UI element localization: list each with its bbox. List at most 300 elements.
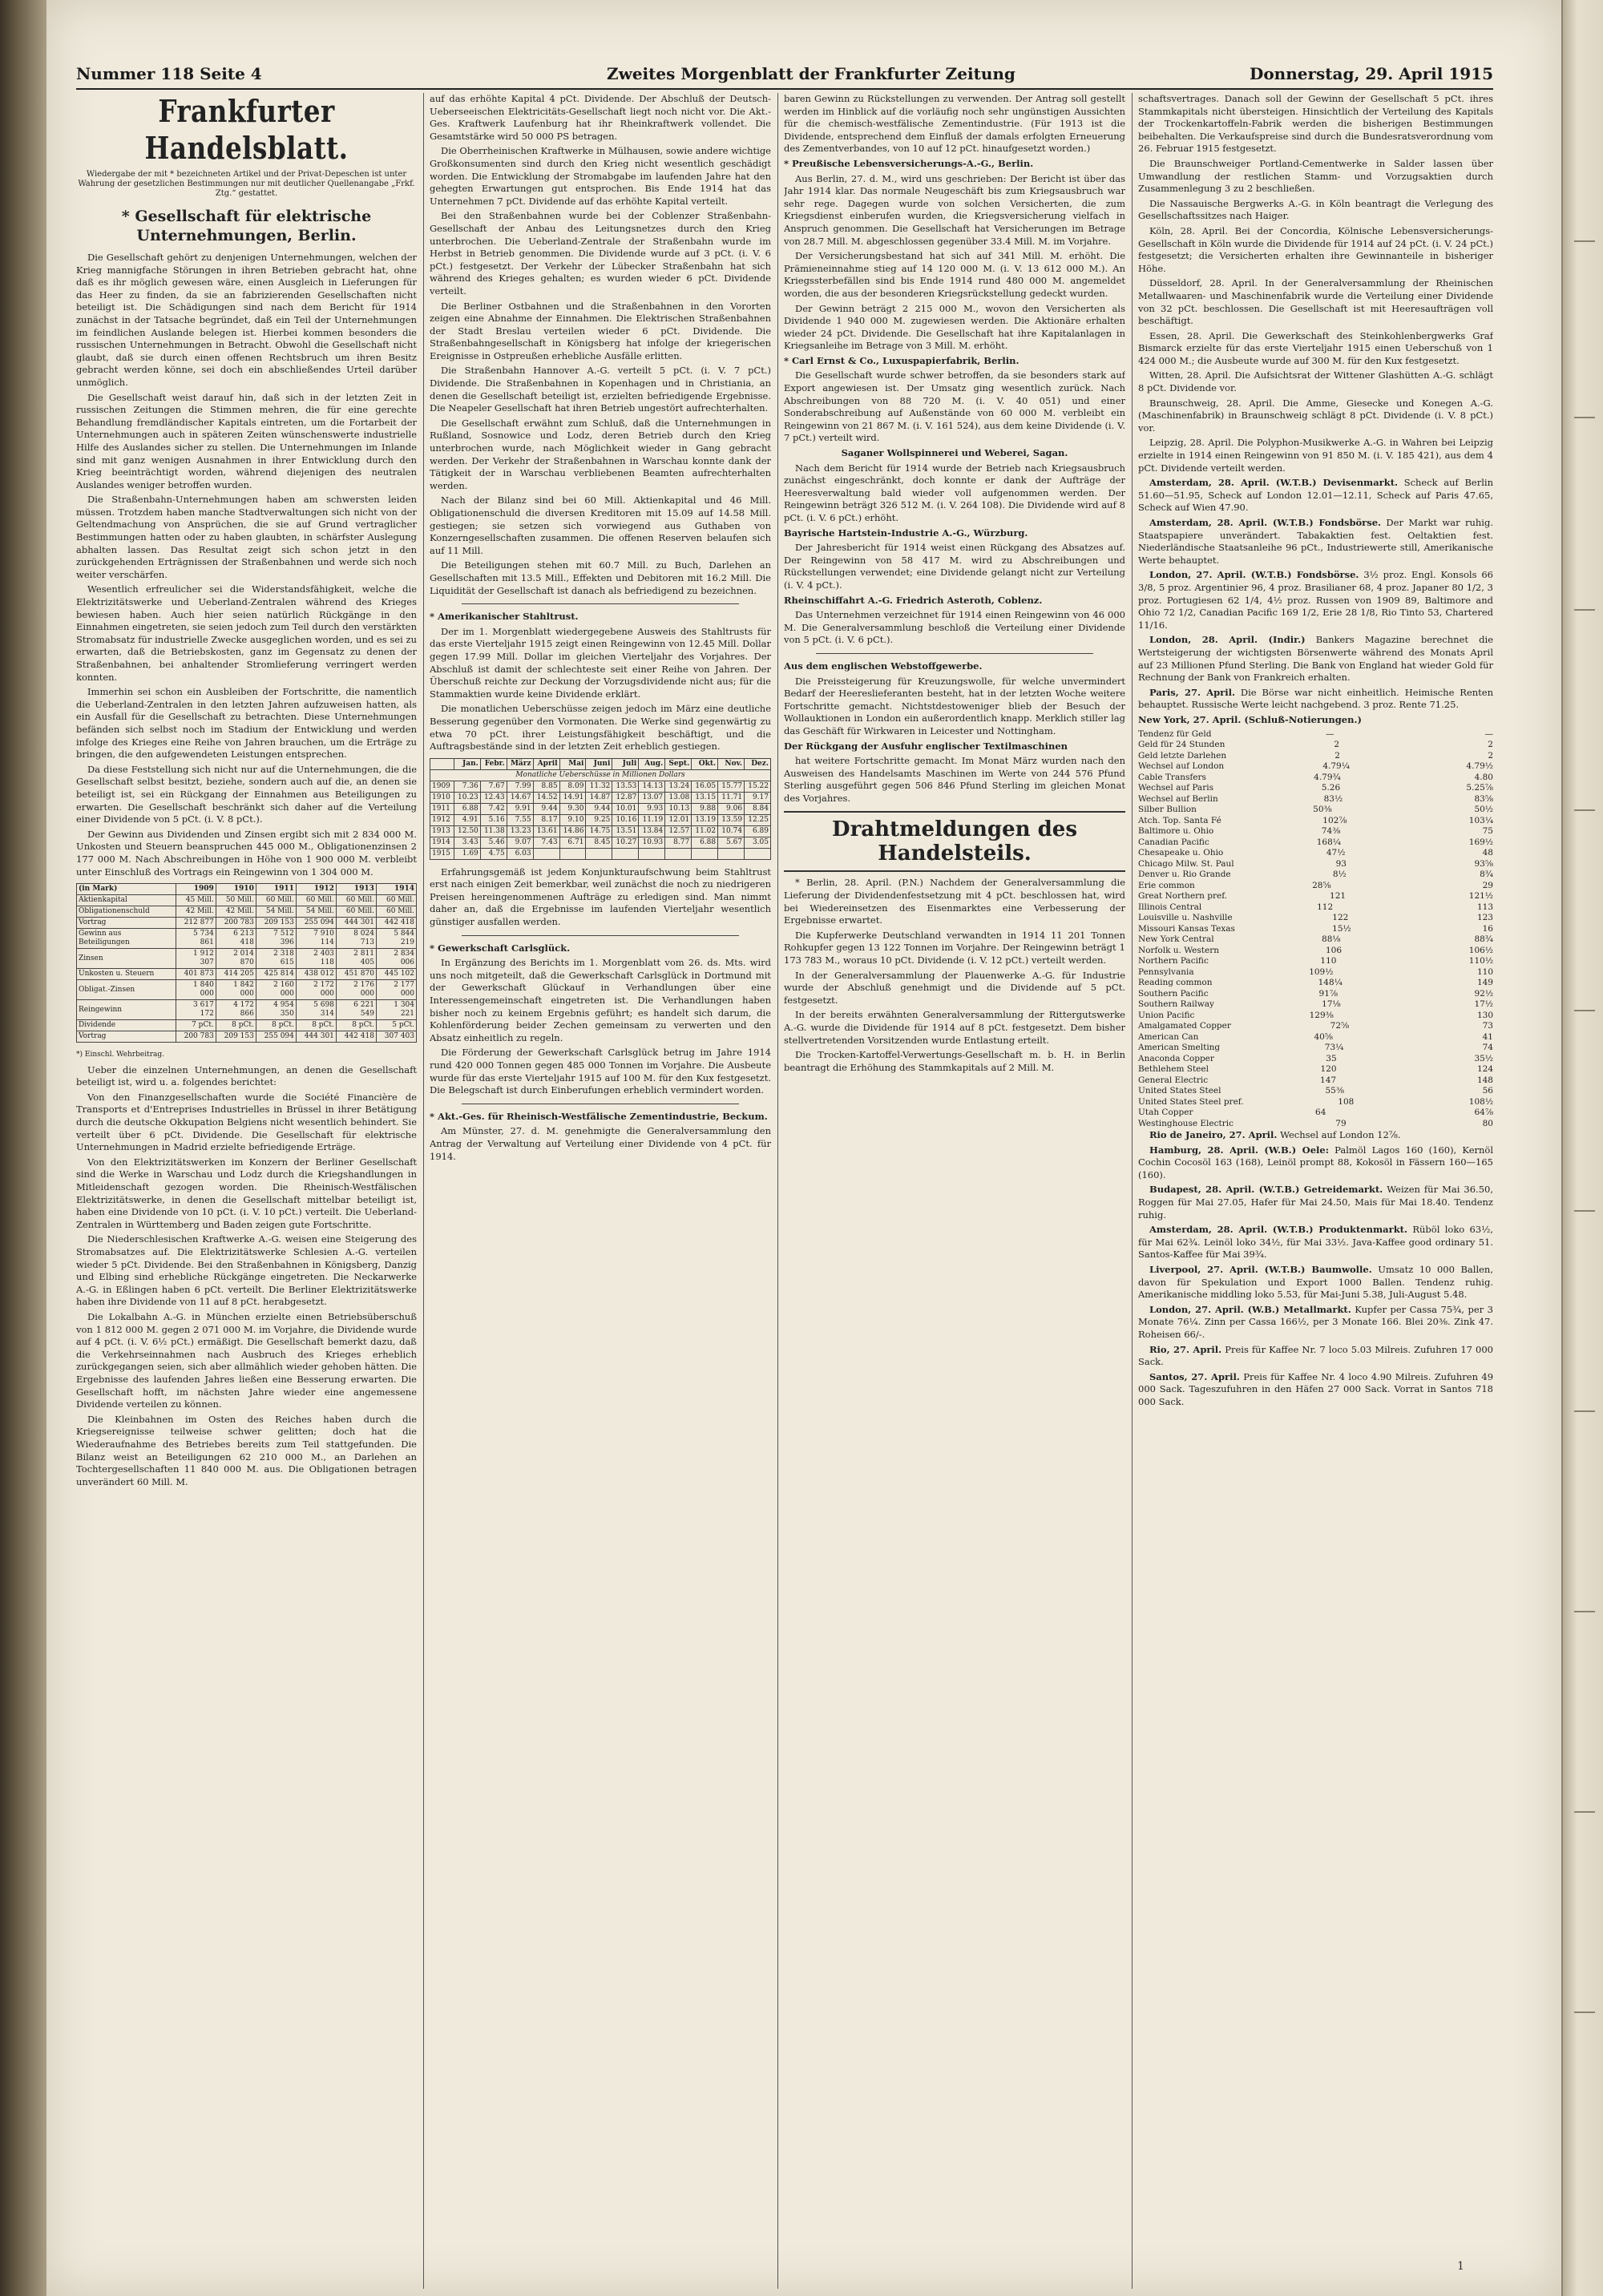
market-report-text: Bankers Magazine berechnet die Wertsteigerung der wichtigsten Börsenwerte während des Monats April auf 23 Millionen Pfund Sterling. Die Bank von England hat wieder Gold für Rechnung der Bank von Frankreich erhalten. bbox=[1138, 634, 1493, 684]
quote-value: 64 bbox=[1315, 1108, 1326, 1117]
market-report-head: Amsterdam, 28. April. (W.T.B.) Fondsbörse. bbox=[1149, 517, 1382, 528]
table-cell: 1914 bbox=[430, 837, 454, 848]
paragraph: Die monatlichen Ueberschüsse zeigen jedoch im März eine deutliche Besserung gegenüber den Vormonaten. Die Werke sind gegenwärtig zu etwa 70 pCt. ihrer Leistungsfähigkeit beschäftigt, und die Auftragsbestände sind in der letzten Zeit erheblich gestiegen. bbox=[430, 703, 771, 753]
quote-name: Wechsel auf Berlin bbox=[1138, 793, 1218, 804]
article-headline: Rheinschiffahrt A.-G. Friedrich Asteroth, Coblenz. bbox=[784, 594, 1043, 606]
quote-value: 50⅜ bbox=[1313, 805, 1332, 814]
article-headline: * Preußische Lebensversicherungs-A.-G., Berlin. bbox=[784, 157, 1034, 169]
table-cell: 255 094 bbox=[256, 1031, 296, 1043]
table-cell: 4 954 350 bbox=[256, 1000, 296, 1020]
table-cell: 5.46 bbox=[480, 837, 507, 848]
quote-value: 5.26 bbox=[1321, 783, 1341, 793]
quote-row bbox=[1138, 1011, 1493, 1022]
table-cell: 1.69 bbox=[454, 848, 480, 859]
quote-value: 91⅞ bbox=[1318, 988, 1339, 999]
paragraph: Leipzig, 28. April. Die Polyphon-Musikwerke A.-G. in Wahren bei Leipzig erzielte in 1914 einen Reingewinn von 91 850 M. (i. V. 185 421), aus dem 4 pCt. Dividende verteilt werden. bbox=[1138, 437, 1493, 474]
table-cell: 13.07 bbox=[639, 792, 665, 803]
table-cell: 5.16 bbox=[480, 814, 507, 825]
steel-trust-table bbox=[430, 758, 771, 860]
quote-value: 4.79¼ bbox=[1322, 761, 1350, 771]
paragraph: Witten, 28. April. Die Aufsichtsrat der Wittener Glashütten A.-G. schlägt 8 pCt. Dividende vor. bbox=[1138, 369, 1493, 394]
quote-value: 47½ bbox=[1326, 848, 1346, 857]
quote-name: Silber Bullion bbox=[1138, 805, 1197, 814]
table-row bbox=[430, 803, 771, 814]
table-cell: Vortrag bbox=[77, 918, 176, 929]
paragraph: Die Lokalbahn A.-G. in München erzielte einen Betriebsüberschuß von 1 812 000 M. gegen 2 071 000 M. im Vorjahre, die Dividende wurde auf 4 pCt. (i. V. 6½ pCt.) ermäßigt. Die Gesellschaft bemerkt dazu, daß die Verkehrseinnahmen nach Ausbruch des Krieges erheblich zurückgegangen seien, sich aber allmählich wieder gehoben hätten. Die Ergebnisse des laufenden Jahres ließen eine Besserung erwarten. Die Gesellschaft hofft, im nächsten Jahre wieder eine angemessene Dividende verteilen zu können. bbox=[76, 1310, 417, 1410]
table-row bbox=[77, 949, 417, 969]
table-cell: 13.24 bbox=[665, 781, 692, 792]
quote-name: Wechsel auf London bbox=[1138, 761, 1225, 771]
table-cell bbox=[559, 848, 586, 859]
quote-value: 121 bbox=[1330, 891, 1347, 901]
quote-name: Anaconda Copper bbox=[1138, 1053, 1214, 1063]
quote-value: 93 bbox=[1335, 858, 1347, 869]
table-row bbox=[77, 1020, 417, 1031]
paragraph: hat weitere Fortschritte gemacht. Im Monat März wurden nach den Ausweisen des Handelsamts Maschinen im Werte von 244 576 Pfund Sterling ausgeführt gegen 506 846 Pfund Sterling im gleichen Monat des Vorjahres. bbox=[784, 755, 1125, 804]
table-cell: 2 403 118 bbox=[296, 949, 336, 969]
table-cell: 60 Mill. bbox=[296, 895, 336, 906]
quote-name: Northern Pacific bbox=[1138, 956, 1209, 966]
quote-value: 149 bbox=[1476, 978, 1493, 987]
table-cell: 10.27 bbox=[612, 837, 639, 848]
quote-name: Wechsel auf Paris bbox=[1138, 783, 1213, 793]
quote-name: Great Northern pref. bbox=[1138, 891, 1228, 901]
table-cell: 15.22 bbox=[745, 781, 771, 792]
table-cell: 5 734 861 bbox=[176, 929, 216, 949]
column-1 bbox=[76, 93, 417, 2289]
quote-name: Norfolk u. Western bbox=[1138, 945, 1219, 955]
quote-name: Reading common bbox=[1138, 978, 1213, 987]
quote-name: Southern Railway bbox=[1138, 999, 1214, 1009]
table-cell: 442 418 bbox=[376, 918, 416, 929]
market-report-text: Preis für Kaffee Nr. 7 loco 5.03 Milreis. Zufuhren 17 000 Sack. bbox=[1138, 1343, 1493, 1368]
table-cell: 60 Mill. bbox=[256, 895, 296, 906]
table-cell: 445 102 bbox=[376, 969, 416, 980]
quote-row bbox=[1138, 1054, 1493, 1065]
quote-row bbox=[1138, 1119, 1493, 1130]
quote-value: 113 bbox=[1476, 902, 1493, 912]
quote-row bbox=[1138, 740, 1493, 751]
quote-value: 4.80 bbox=[1474, 772, 1493, 782]
table-cell: 7 910 114 bbox=[296, 929, 336, 949]
table-cell: 7.67 bbox=[480, 781, 507, 792]
article-headline: * Carl Ernst & Co., Luxuspapierfabrik, Berlin. bbox=[784, 354, 1020, 366]
market-report bbox=[1138, 1144, 1493, 1182]
paragraph: Die Niederschlesischen Kraftwerke A.-G. weisen eine Steigerung des Stromabsatzes auf. Die Elektrizitätswerke Schlesien A.-G. verteilen wieder 5 pCt. Dividende. Bei den Straßenbahnen in Königsberg, Danzig und Elbing sind erhebliche Rückgänge eingetreten. Die Neckarwerke A.-G. in Eßlingen haben 6 pCt. verteilt. Die Berliner Elektrizitätswerke haben ihre Dividende von 11 auf 8 pCt. herabgesetzt. bbox=[76, 1233, 417, 1308]
table-cell: 1915 bbox=[430, 848, 454, 859]
paragraph: Ueber die einzelnen Unternehmungen, an denen die Gesellschaft beteiligt ist, wird u. a. folgendes berichtet: bbox=[76, 1063, 417, 1088]
table-header-cell: 1910 bbox=[216, 884, 256, 895]
market-report-head: Amsterdam, 28. April. (W.T.B.) Devisenmarkt. bbox=[1149, 477, 1399, 489]
table-cell: Zinsen bbox=[77, 949, 176, 969]
table-row bbox=[430, 792, 771, 803]
paragraph: Die Straßenbahn Hannover A.-G. verteilt 5 pCt. (i. V. 7 pCt.) Dividende. Die Straßenbahnen in Kopenhagen und in Christiania, an denen die Gesellschaft beteiligt ist, erzielten befriedigende Ergebnisse. Die Neapeler Gesellschaft hat ihren Betrieb ungestört aufrechterhalten. bbox=[430, 365, 771, 414]
market-report bbox=[1138, 1304, 1493, 1342]
table-cell: 8.09 bbox=[559, 781, 586, 792]
quote-value: 2 bbox=[1334, 750, 1340, 761]
market-report-head: London, 27. April. (W.B.) Metallmarkt. bbox=[1149, 1303, 1351, 1315]
quote-value: 17½ bbox=[1474, 999, 1493, 1009]
quote-row bbox=[1138, 859, 1493, 870]
table-cell: 9.17 bbox=[745, 792, 771, 803]
table-cell: 5.67 bbox=[718, 837, 745, 848]
market-report bbox=[1138, 1264, 1493, 1301]
paragraph: Da diese Feststellung sich nicht nur auf die Unternehmungen, die die Gesellschaft selbst besitzt, beziehe, sondern auch auf die, an denen sie beteiligt ist, sei ein Rückgang der Einnahmen aus Beteiligungen zu erwarten. Die Gesellschaft beschränkt sich daher auf die Verteilung einer Dividende von 5 pCt. (i. V. 8 pCt.). bbox=[76, 763, 417, 825]
table-header-cell bbox=[430, 758, 454, 769]
quote-value: 88¾ bbox=[1474, 934, 1493, 944]
quote-value: 2 bbox=[1334, 740, 1340, 749]
table-cell: 9.44 bbox=[533, 803, 559, 814]
quote-row bbox=[1138, 805, 1493, 816]
table-cell: 14.13 bbox=[639, 781, 665, 792]
table-cell: 4 172 866 bbox=[216, 1000, 256, 1020]
new-york-quote-list bbox=[1138, 729, 1493, 1130]
article-separator bbox=[816, 653, 1093, 654]
article-headline: Der Rückgang der Ausfuhr englischer Textilmaschinen bbox=[784, 740, 1068, 752]
table-cell: 1910 bbox=[430, 792, 454, 803]
quote-name: Denver u. Rio Grande bbox=[1138, 870, 1231, 879]
quote-name: United States Steel pref. bbox=[1138, 1096, 1244, 1107]
table-cell: 2 177 000 bbox=[376, 980, 416, 1000]
issue-number: Nummer 118 Seite 4 bbox=[76, 64, 262, 83]
market-report-head: Paris, 27. April. bbox=[1149, 686, 1235, 698]
table-row bbox=[77, 1000, 417, 1020]
quote-value: 41 bbox=[1482, 1031, 1493, 1042]
table-cell: 2 014 870 bbox=[216, 949, 256, 969]
market-report-head: Budapest, 28. April. (W.T.B.) Getreidemarkt. bbox=[1149, 1184, 1383, 1196]
table-caption: Monatliche Ueberschüsse in Millionen Dollars bbox=[430, 769, 771, 781]
table-cell bbox=[665, 848, 692, 859]
table-cell: 6.89 bbox=[745, 825, 771, 837]
table-cell: 3.43 bbox=[454, 837, 480, 848]
table-cell: 9.10 bbox=[559, 814, 586, 825]
table-cell: 5 844 219 bbox=[376, 929, 416, 949]
quote-row bbox=[1138, 826, 1493, 837]
table-header-cell: 1909 bbox=[176, 884, 216, 895]
table-cell: 60 Mill. bbox=[336, 895, 376, 906]
quote-name: American Smelting bbox=[1138, 1043, 1221, 1052]
quote-row bbox=[1138, 848, 1493, 859]
market-report-text: Der Markt war ruhig. Staatspapiere unverändert. Tabakaktien fest. Oeltaktien fest. Niederländische Staatsanleihe 96 pCt., Industriewerte still, Amerikanische Werte behauptet. bbox=[1138, 517, 1493, 566]
table-cell: 11.19 bbox=[639, 814, 665, 825]
table-cell bbox=[586, 848, 612, 859]
paragraph: Die Braunschweiger Portland-Cementwerke in Salder lassen über Umwandlung der restlichen Stamm- und Vorzugsaktien durch Zusammenlegung 3 zu 2 beschließen. bbox=[1138, 157, 1493, 195]
market-report bbox=[1138, 1344, 1493, 1369]
table-cell: 6.88 bbox=[454, 803, 480, 814]
market-report bbox=[1138, 517, 1493, 567]
table-cell: 451 870 bbox=[336, 969, 376, 980]
quote-value: 35 bbox=[1326, 1053, 1337, 1063]
table-cell: 2 160 000 bbox=[256, 980, 296, 1000]
table-cell: 414 205 bbox=[216, 969, 256, 980]
table-cell: 255 094 bbox=[296, 918, 336, 929]
quote-value: 129⅜ bbox=[1309, 1010, 1334, 1020]
quote-value: 123 bbox=[1476, 913, 1493, 922]
table-cell: 4.75 bbox=[480, 848, 507, 859]
table-cell: 9.93 bbox=[639, 803, 665, 814]
table-cell: 1912 bbox=[430, 814, 454, 825]
paragraph: Von den Finanzgesellschaften wurde die Société Financière de Transports et d'Entreprises Industrielles in Brüssel in ihrer Betätigung durch die deutsche Okkupation Belgiens nicht wesentlich behindert. Sie verteilt über 6 pCt. Dividende. Die Gesellschaft für elektrische Unternehmungen in Madrid erzielte befriedigende Erträge. bbox=[76, 1091, 417, 1153]
market-report bbox=[1138, 477, 1493, 514]
article-separator bbox=[462, 935, 739, 936]
quote-value: 92½ bbox=[1474, 988, 1493, 999]
paragraph: Die Nassauische Bergwerks A.-G. in Köln beantragt die Verlegung des Gesellschaftssitzes nach Haiger. bbox=[1138, 197, 1493, 222]
table-cell: 7.36 bbox=[454, 781, 480, 792]
table-cell: Gewinn aus Beteiligungen bbox=[77, 929, 176, 949]
quote-row bbox=[1138, 989, 1493, 1000]
table-cell: 425 814 bbox=[256, 969, 296, 980]
quote-name: Chicago Milw. St. Paul bbox=[1138, 858, 1234, 869]
table-row bbox=[430, 781, 771, 792]
table-cell: 3.05 bbox=[745, 837, 771, 848]
quote-name: Tendenz für Geld bbox=[1138, 728, 1212, 739]
quote-value: 50½ bbox=[1474, 805, 1493, 814]
paragraph: In Ergänzung des Berichts im 1. Morgenblatt vom 26. ds. Mts. wird uns noch mitgeteilt, daß die Gewerkschaft Carlsglück in Dortmund mit der Gewerkschaft Glückauf in Verhandlungen über eine Interessengemeinschaft eingetreten ist. Die Verhandlungen haben bisher noch zu keinem Ergebnis geführt; es handelt sich darum, die Kohlenförderung beider Zechen gemeinsam zu verwerten und den Absatz einheitlich zu regeln. bbox=[430, 957, 771, 1043]
quote-value: 147 bbox=[1320, 1075, 1337, 1085]
table-cell: Reingewinn bbox=[77, 1000, 176, 1020]
paragraph: auf das erhöhte Kapital 4 pCt. Dividende. Der Abschluß der Deutsch-Ueberseeischen Elektricitäts-Gesellschaft liegt noch nicht vor. Die Akt.-Ges. Kraftwerk Laufenburg hat ihr Rheinkraftwerk vollendet. Die Gesamtstärke wird 50 000 PS betragen. bbox=[430, 93, 771, 142]
quote-value: 110 bbox=[1320, 956, 1337, 966]
table-cell: 12.57 bbox=[665, 825, 692, 837]
paragraph: Am Münster, 27. d. M. genehmigte die Generalversammlung den Antrag der Verwaltung auf Verteilung einer Dividende von 4 pCt. für 1914. bbox=[430, 1125, 771, 1162]
market-report-head: Santos, 27. April. bbox=[1149, 1370, 1240, 1382]
table-row bbox=[430, 837, 771, 848]
issue-date: Donnerstag, 29. April 1915 bbox=[1249, 64, 1493, 83]
table-header-cell: Nov. bbox=[718, 758, 745, 769]
quote-value: 109½ bbox=[1309, 966, 1334, 977]
quote-value: 106 bbox=[1325, 945, 1343, 955]
article-headline: * Amerikanischer Stahltrust. bbox=[430, 611, 579, 623]
quote-name: Missouri Kansas Texas bbox=[1138, 923, 1235, 934]
paragraph: Essen, 28. April. Die Gewerkschaft des Steinkohlenbergwerks Graf Bismarck erzielte für das erste Vierteljahr 1915 einen Ueberschuß von 1 424 000 M.; die Ausbeute wurde auf 300 M. für den Kux festgesetzt. bbox=[1138, 329, 1493, 366]
paper-title: Zweites Morgenblatt der Frankfurter Zeitung bbox=[607, 64, 1016, 83]
table-cell: 13.61 bbox=[533, 825, 559, 837]
market-report bbox=[1138, 687, 1493, 712]
quote-value: 102⅞ bbox=[1322, 815, 1347, 825]
market-report-text: Weizen für Mai 36.50, Roggen für Mai 27.05, Hafer für Mai 24.50, Mais für Mai 18.40. Tendenz ruhig. bbox=[1138, 1184, 1493, 1221]
quote-value: 8¾ bbox=[1480, 870, 1493, 879]
table-cell: 60 Mill. bbox=[336, 906, 376, 918]
table-cell: 10.01 bbox=[612, 803, 639, 814]
paragraph: Köln, 28. April. Bei der Concordia, Kölnische Lebensversicherungs-Gesellschaft in Köln wurde die Dividende für 1914 auf 24 pCt. (i. V. 24 pCt.) festgesetzt; die Versicherten erhalten ihre Gewinnanteile in bisheriger Höhe. bbox=[1138, 224, 1493, 274]
table-cell: 442 418 bbox=[336, 1031, 376, 1043]
quote-name: Geld für 24 Stunden bbox=[1138, 740, 1225, 749]
market-report-text: Die Börse war nicht einheitlich. Heimische Renten behauptet. Russische Werte leicht nachgebend. 3 proz. Rente 71.25. bbox=[1138, 686, 1493, 711]
market-report-text: Umsatz 10 000 Ballen, davon für Spekulation und Export 1000 Ballen. Tendenz ruhig. Amerikanische middling loko 5.53, für Mai-Juni 5.38, Juli-August 5.48. bbox=[1138, 1263, 1493, 1301]
table-cell: 15.77 bbox=[718, 781, 745, 792]
table-cell: 1909 bbox=[430, 781, 454, 792]
table-header-cell: 1913 bbox=[336, 884, 376, 895]
paragraph: Aus Berlin, 27. d. M., wird uns geschrieben: Der Bericht ist über das Jahr 1914 klar. Das normale Neugeschäft bis zum Kriegsausbruch war sehr rege. Dagegen wurde von solchen Versicherten, die zum Kriegsdienst einberufen wurden, die Kriegsversicherung vielfach in Anspruch genommen. Die Gesellschaft hat Versicherungen im Betrage von 28.7 Mill. M. abgeschlossen gegenüber 33.4 Mill. M. im Vorjahre. bbox=[784, 172, 1125, 247]
table-cell: 60 Mill. bbox=[376, 906, 416, 918]
quote-value: 103¼ bbox=[1468, 815, 1493, 825]
article-headline: Bayrische Hartstein-Industrie A.-G., Würzburg. bbox=[784, 527, 1028, 539]
table-cell: 8 pCt. bbox=[296, 1020, 336, 1031]
table-cell: 11.71 bbox=[718, 792, 745, 803]
table-cell bbox=[612, 848, 639, 859]
table-cell: 9.44 bbox=[586, 803, 612, 814]
quote-value: 83½ bbox=[1323, 793, 1343, 804]
quote-name: Union Pacific bbox=[1138, 1010, 1195, 1020]
table-row bbox=[430, 848, 771, 859]
quote-row bbox=[1138, 761, 1493, 773]
quote-name: Geld letzte Darlehen bbox=[1138, 750, 1227, 761]
quote-name: Bethlehem Steel bbox=[1138, 1064, 1209, 1074]
table-cell: 13.53 bbox=[612, 781, 639, 792]
financial-table bbox=[76, 883, 417, 1043]
table-cell: 6.71 bbox=[559, 837, 586, 848]
quote-value: 56 bbox=[1482, 1086, 1493, 1096]
table-header-cell: 1912 bbox=[296, 884, 336, 895]
table-header-cell: Sept. bbox=[665, 758, 692, 769]
quote-name: Southern Pacific bbox=[1138, 988, 1209, 999]
paragraph: Die Berliner Ostbahnen und die Straßenbahnen in den Vororten zeigen eine Abnahme der Einnahmen. Die Elektrischen Straßenbahnen der Stadt Breslau verteilen wieder 6 pCt. Dividende. Die Straßenbahngesellschaft in Königsberg hat infolge der kriegerischen Ereignisse in Ostpreußen erhebliche Ausfälle erlitten. bbox=[430, 300, 771, 361]
quote-value: 88⅛ bbox=[1322, 934, 1341, 944]
market-report-text: Kupfer per Cassa 75¾, per 3 Monate 76¼. Zinn per Cassa 166½, per 3 Monate 166. Blei 20⅜. Zink 47. Roheisen 66/-. bbox=[1138, 1303, 1493, 1340]
quote-value: 29 bbox=[1482, 880, 1493, 890]
paragraph: Die Straßenbahn-Unternehmungen haben am schwersten leiden müssen. Trotzdem haben manche Stadtverwaltungen sich nicht von der Geltendmachung von Ansprüchen, die sie auf Grund vertraglicher Bestimmungen hatten oder zu haben glaubten, in schärfster Auslegung abhalten lassen. Das Resultat zeigt sich schon jetzt in den zurückgehenden Erträgnissen der Straßenbahnen und werde sich noch weiter verschärfen. bbox=[76, 494, 417, 580]
quote-value: 108½ bbox=[1468, 1096, 1493, 1107]
table-cell: 9.88 bbox=[692, 803, 718, 814]
quote-value: 74 bbox=[1482, 1043, 1493, 1052]
table-cell: 12.25 bbox=[745, 814, 771, 825]
table-cell bbox=[745, 848, 771, 859]
market-report-head: Amsterdam, 28. April. (W.T.B.) Produktenmarkt. bbox=[1149, 1224, 1407, 1236]
table-cell: 14.52 bbox=[533, 792, 559, 803]
paragraph: schaftsvertrages. Danach soll der Gewinn der Gesellschaft 5 pCt. ihres Stammkapitals nicht übersteigen. Hinsichtlich der Verteilung des Kapitals der Trockenkartoffeln-Fabrik werden die bisherigen Bestimmungen beibehalten. Die Verkaufspreise sind durch die Bundesratsverordnung vom 26. Februar 1915 festgesetzt. bbox=[1138, 93, 1493, 155]
table-header-cell: Febr. bbox=[480, 758, 507, 769]
table-row bbox=[77, 895, 417, 906]
paragraph: Die Förderung der Gewerkschaft Carlsglück betrug im Jahre 1914 rund 420 000 Tonnen gegen 485 000 Tonnen im Vorjahre. Die Ausbeute wurde für das erste Vierteljahr 1915 auf 100 M. für den Kux festgesetzt. Die Belegschaft ist durch Einberufungen erheblich vermindert worden. bbox=[430, 1047, 771, 1096]
text-columns bbox=[76, 93, 1493, 2289]
table-header-cell: April bbox=[533, 758, 559, 769]
table-cell: 3 617 172 bbox=[176, 1000, 216, 1020]
quote-row bbox=[1138, 1032, 1493, 1043]
table-cell: 8.85 bbox=[533, 781, 559, 792]
table-row bbox=[430, 814, 771, 825]
table-cell: 7 pCt. bbox=[176, 1020, 216, 1031]
quote-row bbox=[1138, 956, 1493, 967]
page-number: 1 bbox=[1457, 2260, 1464, 2273]
quote-value: 112 bbox=[1317, 902, 1334, 912]
table-cell: 16.05 bbox=[692, 781, 718, 792]
column-rule bbox=[777, 93, 778, 2289]
article-headline: Saganer Wollspinnerei und Weberei, Sagan. bbox=[841, 447, 1068, 459]
paragraph: Die Gesellschaft gehört zu denjenigen Unternehmungen, welchen der Krieg mannigfache Störungen in ihren Betrieben gebracht hat, ohne daß es ihr möglich gewesen wäre, einen Ausgleich in Lieferungen für das Heer zu finden, da sie an fabrizierenden Gesellschaften nicht beteiligt ist. Die Schädigungen sind nach dem Bericht für 1914 zunächst in der Tatsache begründet, daß ein Teil der Unternehmungen im feindlichen Auslande belegen ist. Hierbei kommen besonders die russischen Unternehmungen in Betracht. Obwohl die Gesellschaft nicht glaubt, daß sie durch einen offenen Rechtsbruch um ihren Besitz gebracht werden könne, sei doch ein abschließendes Urteil darüber unmöglich. bbox=[76, 252, 417, 388]
quote-value: 35½ bbox=[1474, 1053, 1493, 1063]
table-cell: Obligat.-Zinsen bbox=[77, 980, 176, 1000]
market-report bbox=[1138, 1184, 1493, 1221]
quote-row bbox=[1138, 1021, 1493, 1032]
table-cell: 11.02 bbox=[692, 825, 718, 837]
table-cell: 2 834 006 bbox=[376, 949, 416, 969]
table-cell: 209 153 bbox=[216, 1031, 256, 1043]
paragraph: Erfahrungsgemäß ist jedem Konjunkturaufschwung beim Stahltrust erst nach einigen Zeit bemerkbar, weil zunächst die noch zu niedrigeren Preisen hereingenommenen Aufträge zu erledigen sind. Man nimmt daher an, daß die Ergebnisse im laufenden Vierteljahr wesentlich günstiger ausfallen werden. bbox=[430, 866, 771, 928]
table-cell: 444 301 bbox=[336, 918, 376, 929]
wire-report: Die Kupferwerke Deutschland verwandten in 1914 11 201 Tonnen Rohkupfer gegen 13 122 Tonnen im Vorjahre. Der Reingewinn beträgt 1 173 783 M., woraus 10 pCt. Dividende (i. V. 12 pCt.) verteilt werden. bbox=[784, 929, 1125, 966]
table-cell: 42 Mill. bbox=[216, 906, 256, 918]
quote-name: Chesapeake u. Ohio bbox=[1138, 848, 1224, 857]
quote-name: General Electric bbox=[1138, 1075, 1209, 1085]
column-4 bbox=[1138, 93, 1493, 2289]
column-3 bbox=[784, 93, 1125, 2289]
table-cell: 13.51 bbox=[612, 825, 639, 837]
quote-value: 40⅝ bbox=[1314, 1031, 1333, 1042]
quote-row bbox=[1138, 881, 1493, 892]
quote-name: Cable Transfers bbox=[1138, 772, 1206, 782]
article-separator bbox=[462, 603, 739, 604]
quote-value: 4.79¾ bbox=[1314, 772, 1341, 782]
paragraph: Bei den Straßenbahnen wurde bei der Coblenzer Straßenbahn-Gesellschaft der Anbau des Leitungsnetzes durch den Krieg unterbrochen. Die Ueberland-Zentrale der Straßenbahn wurde im Herbst in Betrieb genommen. Die Dividende wurde auf 3 pCt. (i. V. 6 pCt.) festgesetzt. Der Verkehr der Lübecker Straßenbahn hat sich während des Krieges gehalten; es wurden wieder 6 pCt. Dividende verteilt. bbox=[430, 210, 771, 297]
table-header-cell: Mai bbox=[559, 758, 586, 769]
quote-value: 93⅝ bbox=[1474, 858, 1493, 869]
table-cell: 7.43 bbox=[533, 837, 559, 848]
table-cell: 14.67 bbox=[507, 792, 533, 803]
table-cell: 438 012 bbox=[296, 969, 336, 980]
quote-row bbox=[1138, 1086, 1493, 1097]
quote-row bbox=[1138, 913, 1493, 924]
table-cell: 42 Mill. bbox=[176, 906, 216, 918]
table-cell: 14.86 bbox=[559, 825, 586, 837]
table-cell: 444 301 bbox=[296, 1031, 336, 1043]
paragraph: Nach dem Bericht für 1914 wurde der Betrieb nach Kriegsausbruch zunächst eingeschränkt, doch konnte er dank der Aufträge der Heeresverwaltung bald wieder voll aufgenommen werden. Der Reingewinn beträgt 326 512 M. (i. V. 264 108). Die Dividende wird auf 8 pCt. (i. V. 6 pCt.) erhöht. bbox=[784, 462, 1125, 523]
wire-report: In der Generalversammlung der Plauenwerke A.-G. für Industrie wurde der Abschluß genehmigt und die Dividende auf 5 pCt. festgesetzt. bbox=[784, 969, 1125, 1006]
market-report-head: London, 27. April. (W.T.B.) Fondsbörse. bbox=[1149, 569, 1359, 581]
paragraph: Die Kleinbahnen im Osten des Reiches haben durch die Kriegsereignisse teilweise schwer gelitten; doch hat die Wiederaufnahme des Betriebes bereits zum Teil stattgefunden. Die Bilanz weist an Beteiligungen 62 210 000 M., an Darlehen an Tochtergesellschaften 11 840 000 M. aus. Die Obligationen betragen unverändert 60 Mill. M. bbox=[76, 1413, 417, 1487]
column-2 bbox=[430, 93, 771, 2289]
table-cell: 10.93 bbox=[639, 837, 665, 848]
section-masthead: Frankfurter Handelsblatt. bbox=[144, 93, 349, 166]
table-cell: 2 318 615 bbox=[256, 949, 296, 969]
quote-value: 5.25⅞ bbox=[1466, 783, 1493, 793]
quote-value: 17⅛ bbox=[1322, 999, 1341, 1009]
table-cell: 10.13 bbox=[665, 803, 692, 814]
quote-value: 55⅜ bbox=[1325, 1086, 1345, 1096]
table-cell: 7.55 bbox=[507, 814, 533, 825]
quote-row bbox=[1138, 870, 1493, 881]
quote-value: 169½ bbox=[1468, 837, 1493, 847]
quote-name: Utah Copper bbox=[1138, 1108, 1193, 1117]
quote-row bbox=[1138, 1108, 1493, 1119]
market-report-text: 3½ proz. Engl. Konsols 66 3/8, 5 proz. Argentinier 96, 4 proz. Brasilianer 68, 4 proz. Japaner 80 1/2, 3 proz. Portugiesen 62 1/4, 4½ proz. Russen von 1909 89, Baltimore and Ohio 72 1/2, Canadian Pacific 169 1/2, Erie 28 1/8, Rio Tinto 53, Chartered 11/16. bbox=[1138, 569, 1493, 631]
table-cell: 54 Mill. bbox=[296, 906, 336, 918]
table-cell: 8 pCt. bbox=[256, 1020, 296, 1031]
quote-value: 148 bbox=[1476, 1075, 1493, 1085]
adjacent-page-edge bbox=[1561, 0, 1603, 2296]
quote-name: Louisville u. Nashville bbox=[1138, 913, 1233, 922]
table-header-cell: 1914 bbox=[376, 884, 416, 895]
table-cell: 54 Mill. bbox=[256, 906, 296, 918]
quote-row bbox=[1138, 794, 1493, 805]
quote-row bbox=[1138, 1075, 1493, 1087]
table-cell: 7.42 bbox=[480, 803, 507, 814]
table-cell: 1913 bbox=[430, 825, 454, 837]
table-cell: 10.16 bbox=[612, 814, 639, 825]
table-cell: 13.59 bbox=[718, 814, 745, 825]
table-header-cell: Juni bbox=[586, 758, 612, 769]
table-cell: 200 783 bbox=[176, 1031, 216, 1043]
quote-row bbox=[1138, 891, 1493, 902]
table-cell bbox=[533, 848, 559, 859]
table-header-cell: Aug. bbox=[639, 758, 665, 769]
table-header-cell: Juli bbox=[612, 758, 639, 769]
table-cell: 13.08 bbox=[665, 792, 692, 803]
quote-value: 130 bbox=[1476, 1010, 1493, 1020]
paragraph: Nach der Bilanz sind bei 60 Mill. Aktienkapital und 46 Mill. Obligationenschuld die diversen Kreditoren mit 15.09 auf 14.58 Mill. gestiegen; sie setzen sich vorwiegend aus Guthaben von Konzerngesellschaften zusammen. Die offenen Reserven belaufen sich auf 11 Mill. bbox=[430, 494, 771, 556]
quote-value: 73 bbox=[1482, 1021, 1493, 1031]
quote-value: 48 bbox=[1482, 848, 1493, 857]
quote-name: American Can bbox=[1138, 1031, 1199, 1042]
